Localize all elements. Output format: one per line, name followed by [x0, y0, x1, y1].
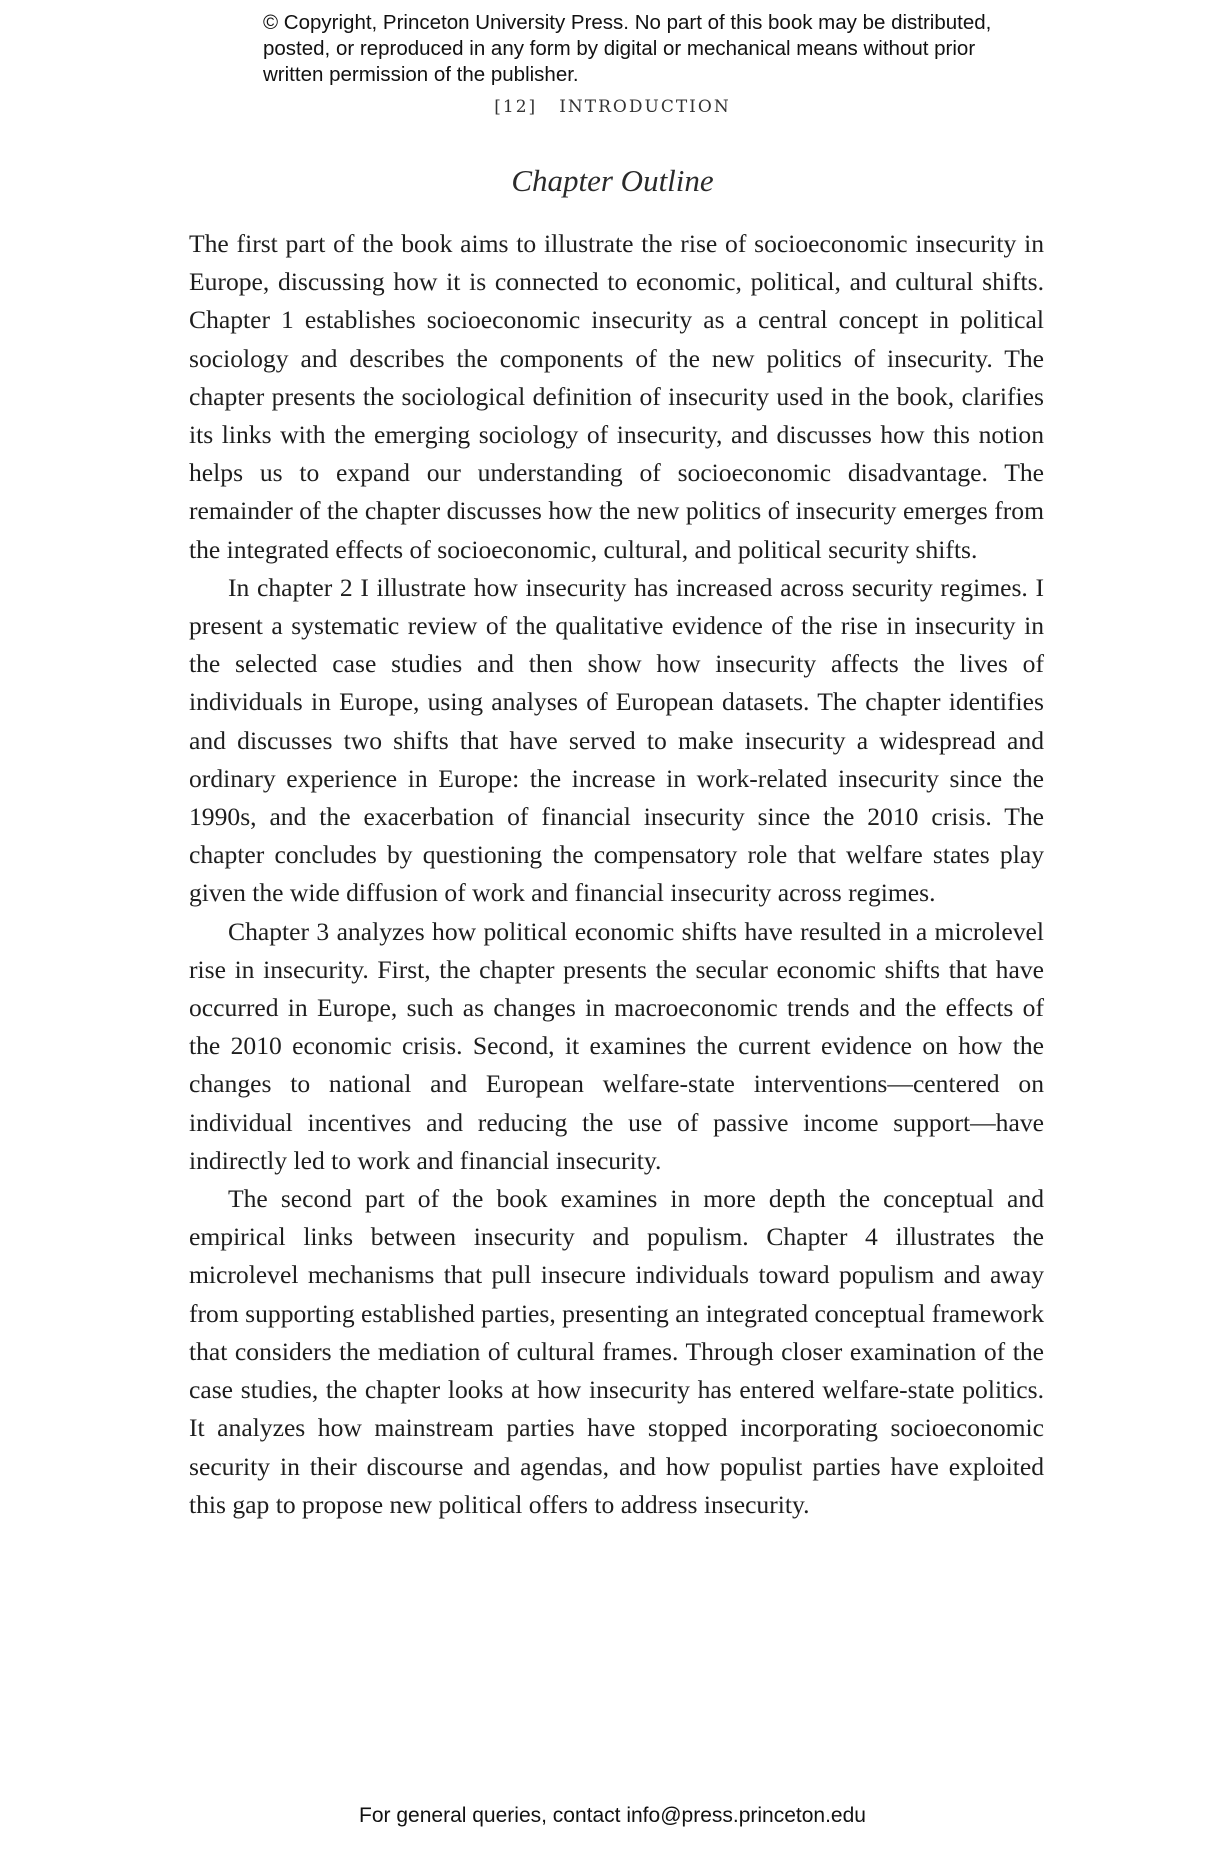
running-head-section: INTRODUCTION [559, 97, 731, 117]
paragraph: The second part of the book examines in more depth the conceptual and empirical links between insecurity and populism. Chapter 4 illustrates the microlevel mechanisms that pull insecure individuals toward populism and away from supporting established parties, presenting an integrated conceptual framework that considers the mediation of cultural frames. Through closer examination of the case studies, the chapter looks at how insecurity has entered welfare-state politics. It analyzes how mainstream parties have stopped incorporating socioeconomic security in their discourse and agendas, and how populist parties have exploited this gap to propose new political offers to address insecurity. [189, 1184, 1044, 1519]
running-head [0, 97, 1225, 117]
section-title: Chapter Outline [511, 163, 714, 198]
paragraph: The first part of the book aims to illustrate the rise of socioeconomic insecurity in Europe, discussing how it is connected to economic, political, and cultural shifts. Chapter 1 establishes socioeconomic insecurity as a central concept in political sociology and describes the components of the new politics of insecurity. The chapter presents the sociological definition of insecurity used in the book, clarifies its links with the emerging sociology of insecurity, and discusses how this notion helps us to expand our understanding of socioeconomic disadvantage. The remainder of the chapter discusses how the new politics of insecurity emerges from the integrated effects of socioeconomic, cultural, and political security shifts. [189, 229, 1044, 564]
paragraph: In chapter 2 I illustrate how insecurity has increased across security regimes. I present a systematic review of the qualitative evidence of the rise in insecurity in the selected case studies and then show how insecurity affects the lives of individuals in Europe, using analyses of European datasets. The chapter identifies and discusses two shifts that have served to make insecurity a widespread and ordinary experience in Europe: the increase in work-related insecurity since the 1990s, and the exacerbation of financial insecurity since the 2010 crisis. The chapter concludes by questioning the compensatory role that welfare states play given the wide diffusion of work and financial insecurity across regimes. [189, 572, 1044, 908]
copyright-notice: © Copyright, Princeton University Press. No part of this book may be distributed, posted, or reproduced in any form by digital or mechanical means without prior written permission of the publisher. [263, 11, 992, 86]
footer-contact: For general queries, contact info@press.princeton.edu [359, 1804, 866, 1827]
paragraph: Chapter 3 analyzes how political economic shifts have resulted in a microlevel rise in insecurity. First, the chapter presents the secular economic shifts that have occurred in Europe, such as changes in macroeconomic trends and the effects of the 2010 economic crisis. Second, it examines the current evidence on how the changes to national and European welfare-state interventions—centered on individual incentives and reducing the use of passive income support—have indirectly led to work and financial insecurity. [189, 916, 1044, 1175]
page-number: [12] [494, 97, 538, 117]
body-text [189, 225, 1044, 1524]
